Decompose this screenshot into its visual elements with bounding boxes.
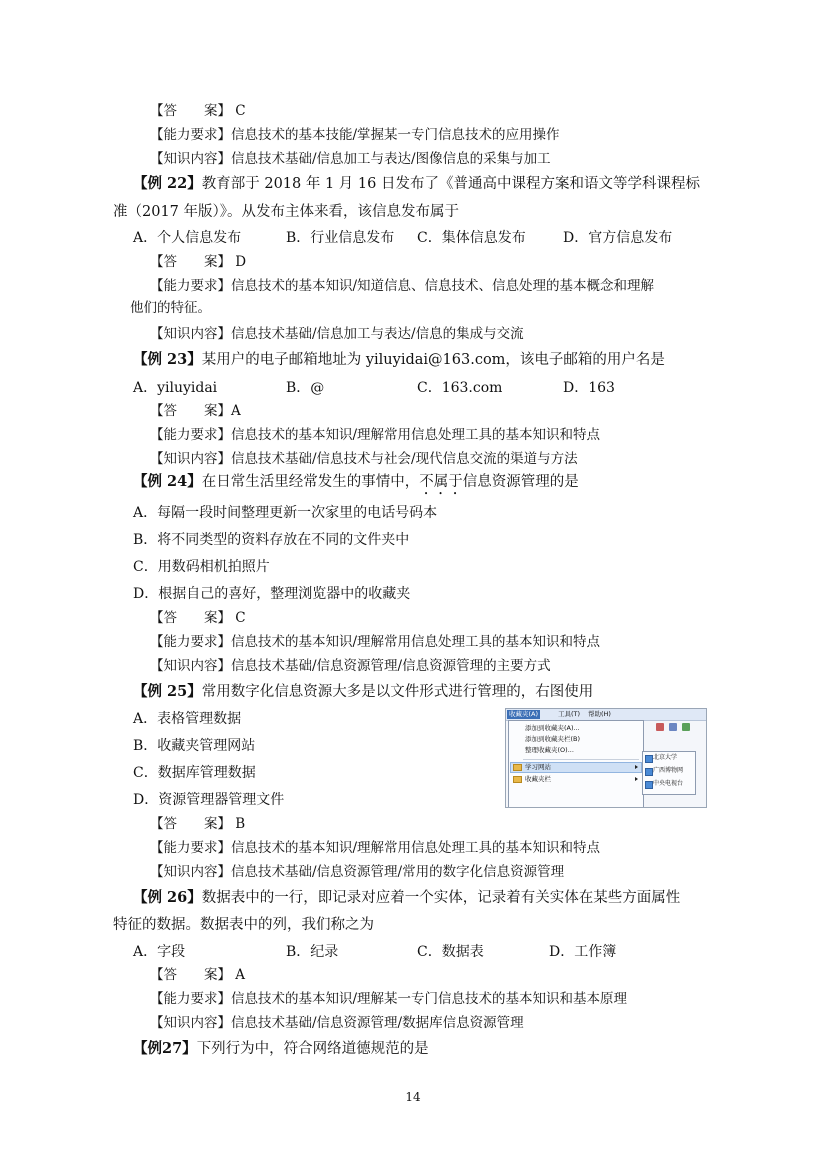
- excel-icon: [682, 723, 690, 731]
- ability-line: 【能力要求】信息技术的基本知识/理解常用信息处理工具的基本知识和特点: [150, 634, 601, 650]
- answer-line: 【答 案】A: [150, 403, 241, 419]
- option-c: C．数据表: [417, 944, 484, 960]
- option-d: D．根据自己的喜好，整理浏览器中的收藏夹: [133, 586, 411, 602]
- option-a: A．字段: [133, 944, 186, 960]
- menu-folder-bar: 收藏夹栏: [525, 775, 551, 783]
- option-b: B．纪录: [286, 944, 339, 960]
- submenu-arrow-icon: [635, 765, 638, 769]
- question-22-cont: 准（2017 年版）》。从发布主体来看，该信息发布属于: [113, 204, 460, 220]
- menu-tools: 工具(T): [558, 710, 581, 718]
- menu-favorites: 收藏夹(A): [509, 710, 539, 718]
- ability-line: 【能力要求】信息技术的基本技能/掌握某一专门信息技术的应用操作: [150, 127, 560, 143]
- question-23: [133, 350, 665, 370]
- option-c: C．数据库管理数据: [133, 765, 256, 781]
- ability-line: 【能力要求】信息技术的基本知识/理解常用信息处理工具的基本知识和特点: [150, 427, 601, 443]
- ability-line-cont: 他们的特征。: [130, 300, 211, 316]
- question-text: 某用户的电子邮箱地址为 yiluyidai@163.com，该电子邮箱的用户名是: [201, 352, 665, 368]
- question-22: [133, 174, 700, 194]
- answer-line: 【答 案】 A: [150, 967, 246, 983]
- webpage-icon: [645, 755, 653, 763]
- webpage-icon: [645, 781, 653, 789]
- option-b: B．将不同类型的资料存放在不同的文件夹中: [133, 532, 410, 548]
- answer-line: 【答 案】 B: [150, 816, 246, 832]
- knowledge-line: 【知识内容】信息技术基础/信息加工与表达/图像信息的采集与加工: [150, 151, 551, 167]
- question-text: 下列行为中，符合网络道德规范的是: [196, 1041, 429, 1057]
- knowledge-line: 【知识内容】信息技术基础/信息资源管理/信息资源管理的主要方式: [150, 658, 551, 674]
- study-submenu: [642, 751, 696, 795]
- knowledge-line: 【知识内容】信息技术基础/信息资源管理/常用的数字化信息资源管理: [150, 864, 565, 880]
- option-d: D．163: [563, 380, 615, 396]
- page-icon: [669, 723, 677, 731]
- option-d: D．官方信息发布: [563, 230, 673, 246]
- option-c: C．163.com: [417, 380, 503, 396]
- menu-item-add-bar: 添加到收藏夹栏(B): [525, 735, 581, 743]
- submenu-item: 北京大学: [653, 754, 678, 761]
- question-26-cont: 特征的数据。数据表中的列，我们称之为: [113, 917, 374, 933]
- question-text: 教育部于 2018 年 1 月 16 日发布了《普通高中课程方案和语文等学科课程标: [201, 176, 700, 192]
- folder-icon: [513, 776, 522, 783]
- menu-item-add-favorite: 添加到收藏夹(A)...: [525, 724, 580, 732]
- question-tag: 【例 25】: [133, 683, 202, 700]
- favorites-dropdown: [508, 720, 644, 808]
- ability-line: 【能力要求】信息技术的基本知识/知道信息、信息技术、信息处理的基本概念和理解: [150, 278, 655, 294]
- folder-icon: [513, 764, 522, 771]
- question-tag: 【例 22】: [133, 175, 202, 192]
- question-26: [133, 888, 680, 908]
- webpage-icon: [645, 768, 653, 776]
- knowledge-line: 【知识内容】信息技术基础/信息技术与社会/现代信息交流的渠道与方法: [150, 451, 578, 467]
- print-icon: [656, 723, 664, 731]
- menu-folder-study: 学习网站: [525, 763, 551, 771]
- question-24: [133, 472, 579, 498]
- knowledge-line: 【知识内容】信息技术基础/信息加工与表达/信息的集成与交流: [150, 326, 524, 342]
- option-c: C．集体信息发布: [417, 230, 526, 246]
- option-b: B．收藏夹管理网站: [133, 738, 256, 754]
- question-27: [133, 1039, 429, 1059]
- question-tag: 【例 23】: [133, 351, 202, 368]
- submenu-arrow-icon: [635, 777, 638, 781]
- submenu-item: 中央电视台: [653, 780, 684, 787]
- question-tag: 【例 26】: [133, 889, 202, 906]
- favorites-menu-screenshot: [505, 708, 707, 808]
- option-a: A．每隔一段时间整理更新一次家里的电话号码本: [133, 505, 438, 521]
- question-text: 常用数字化信息资源大多是以文件形式进行管理的，右图使用: [201, 684, 594, 700]
- submenu-item: 广西博物网: [653, 767, 684, 774]
- option-d: D．资源管理器管理文件: [133, 792, 285, 808]
- menu-item-organize: 整理收藏夹(O)...: [525, 746, 574, 754]
- option-a: A．个人信息发布: [133, 230, 242, 246]
- question-tag: 【例 24】: [133, 473, 202, 490]
- emphasis-text: 不属于: [419, 474, 463, 490]
- answer-line: 【答 案】 C: [150, 103, 246, 119]
- question-text-end: 信息资源管理的是: [462, 474, 579, 490]
- option-c: C．用数码相机拍照片: [133, 559, 270, 575]
- question-text: 数据表中的一行，即记录对应着一个实体，记录着有关实体在某些方面属性: [201, 890, 681, 906]
- knowledge-line: 【知识内容】信息技术基础/信息资源管理/数据库信息资源管理: [150, 1015, 524, 1031]
- question-25: [133, 682, 593, 702]
- answer-line: 【答 案】 D: [150, 254, 247, 270]
- option-b: B．@: [286, 380, 325, 396]
- menu-separator: [523, 759, 639, 760]
- option-a: A．表格管理数据: [133, 711, 242, 727]
- answer-line: 【答 案】 C: [150, 610, 246, 626]
- ability-line: 【能力要求】信息技术的基本知识/理解常用信息处理工具的基本知识和特点: [150, 840, 601, 856]
- option-a: A．yiluyidai: [133, 380, 218, 396]
- ability-line: 【能力要求】信息技术的基本知识/理解某一专门信息技术的基本知识和基本原理: [150, 991, 628, 1007]
- question-tag: 【例27】: [133, 1040, 197, 1057]
- toolbar-icons: [653, 723, 690, 733]
- option-d: D．工作簿: [549, 944, 617, 960]
- menu-help: 帮助(H): [588, 710, 611, 718]
- page-number: 14: [405, 1090, 421, 1104]
- option-b: B．行业信息发布: [286, 230, 395, 246]
- question-text: 在日常生活里经常发生的事情中，: [201, 474, 420, 490]
